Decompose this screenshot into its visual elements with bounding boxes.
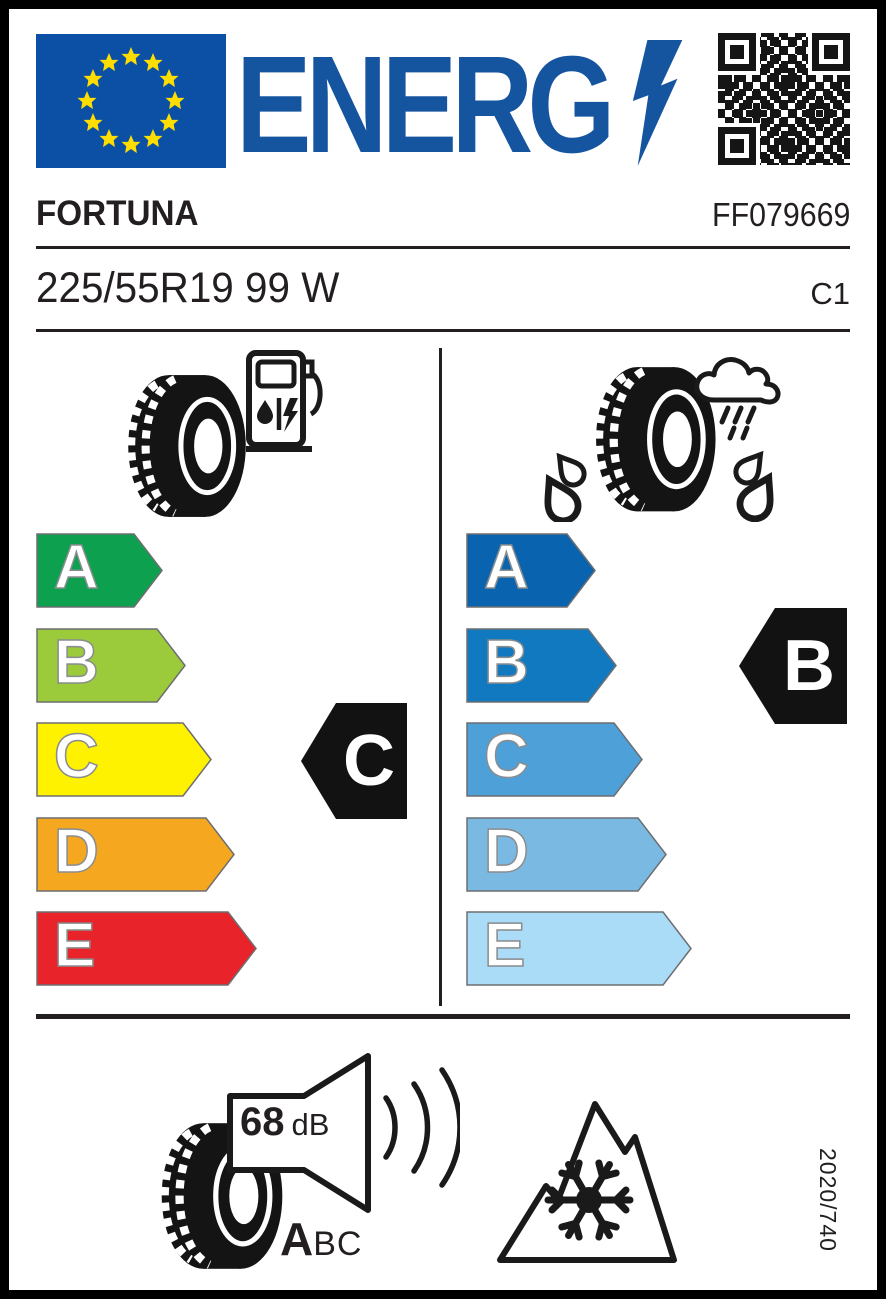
wet-rating-letter: B xyxy=(783,626,835,706)
grade-letter: C xyxy=(54,722,99,791)
separator-line xyxy=(36,329,850,332)
noise-class xyxy=(280,1212,362,1266)
wet-grade-arrow xyxy=(466,817,667,892)
grade-letter: A xyxy=(484,533,529,602)
noise-class-highlighted: A xyxy=(280,1213,314,1265)
grade-letter: D xyxy=(484,817,529,886)
grade-letter: E xyxy=(484,911,526,980)
qr-code xyxy=(718,33,850,165)
lightning-bolt-icon xyxy=(630,40,690,166)
regulation-number: 2020/740 xyxy=(815,1148,841,1252)
qr-finder-top-left xyxy=(718,33,756,71)
wet-rating-indicator xyxy=(738,607,848,725)
fuel-grade-arrow xyxy=(36,722,212,797)
noise-unit: dB xyxy=(291,1107,330,1142)
grade-letter: B xyxy=(484,628,529,697)
grade-letter: E xyxy=(54,911,96,980)
fuel-grade-arrow xyxy=(36,628,186,703)
fuel-grade-arrow xyxy=(36,911,257,986)
fuel-rating-indicator xyxy=(300,702,408,820)
noise-value: 68 xyxy=(240,1100,285,1144)
wet-grade-arrow xyxy=(466,533,596,608)
grade-letter: B xyxy=(54,628,99,697)
grade-letter: D xyxy=(54,817,99,886)
noise-level xyxy=(240,1100,329,1145)
fuel-grade-arrow xyxy=(36,817,235,892)
sound-waves-icon xyxy=(374,1060,460,1196)
license-number: FF079669 xyxy=(711,196,850,233)
noise-class-rest: BC xyxy=(313,1225,363,1263)
qr-finder-bottom-left xyxy=(718,127,756,165)
bottom-separator-line xyxy=(36,1014,850,1019)
rain-cloud-icon xyxy=(688,350,788,442)
separator-line xyxy=(36,246,850,249)
grade-letter: C xyxy=(484,722,529,791)
snowflake-mountain-icon xyxy=(492,1088,682,1273)
tyre-class: C1 xyxy=(810,276,850,311)
fuel-rating-letter: C xyxy=(343,721,395,801)
brand-name: FORTUNA xyxy=(36,194,199,233)
wet-grade-arrow xyxy=(466,722,643,797)
grade-letter: A xyxy=(54,533,99,602)
wet-grade-arrow xyxy=(466,911,692,986)
tyre-designation: 225/55R19 99 W xyxy=(36,264,340,312)
energy-logo-text: ENERG xyxy=(236,28,610,182)
fuel-tyre-icon xyxy=(126,370,248,522)
eu-flag-icon xyxy=(36,34,226,168)
fuel-grade-arrow xyxy=(36,533,163,608)
fuel-pump-icon xyxy=(246,350,330,454)
wet-grade-arrow xyxy=(466,628,617,703)
qr-finder-top-right xyxy=(812,33,850,71)
column-divider xyxy=(439,348,442,1006)
